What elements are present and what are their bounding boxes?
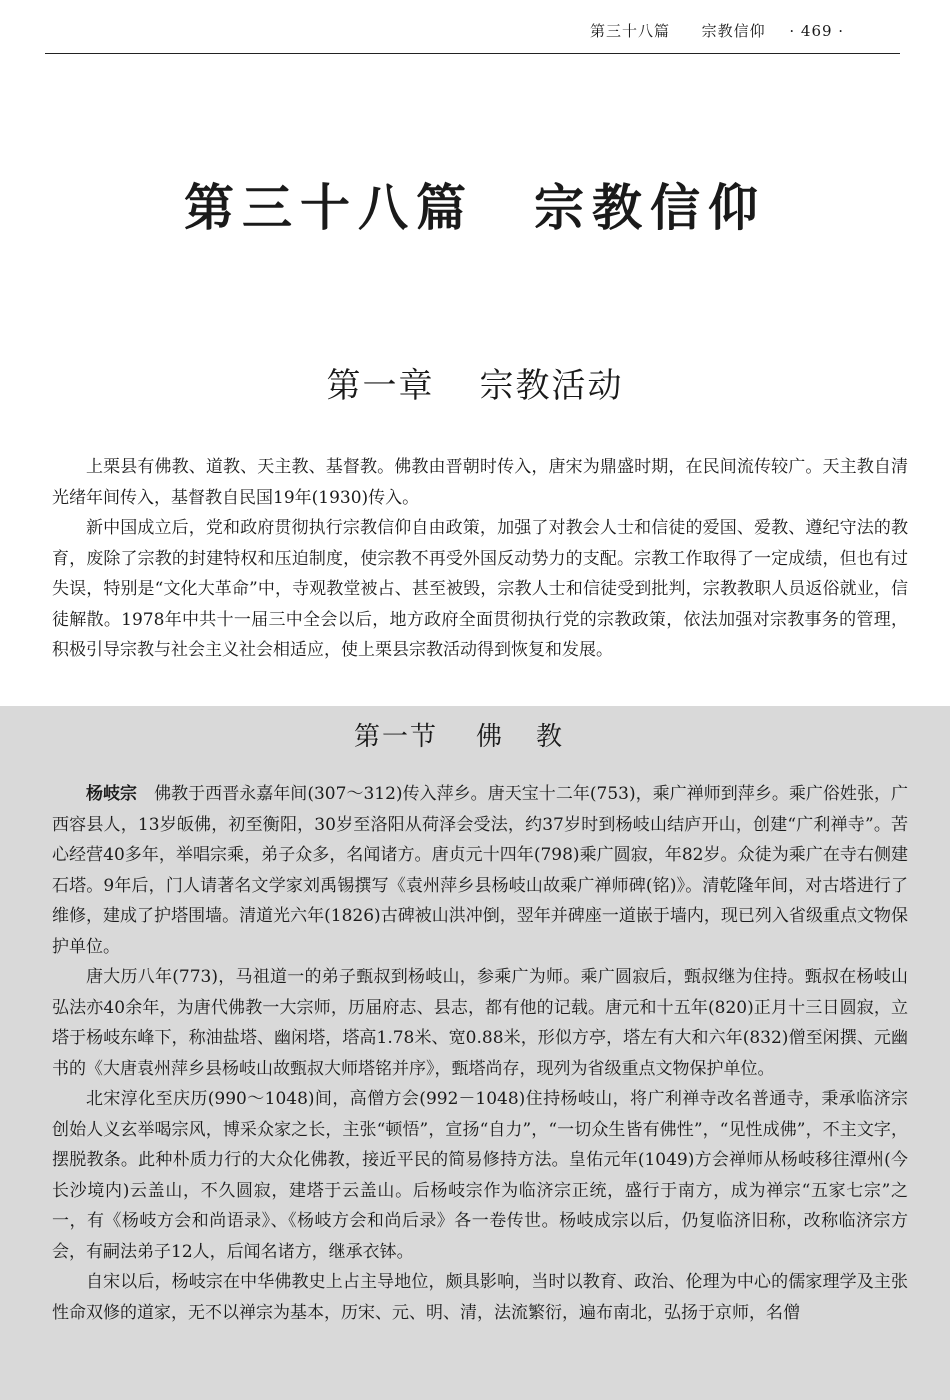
intro-paragraph: 上栗县有佛教、道教、天主教、基督教。佛教由晋朝时传入，唐宋为鼎盛时期，在民间流传较广。天主教自清光绪年间传入，基督教自民国19年(1930)传入。 (52, 457, 908, 508)
header-part-label: 第三十八篇 (590, 22, 671, 40)
section-paragraph: 自宋以后，杨岐宗在中华佛教史上占主导地位，颇具影响，当时以教育、政治、伦理为中心的儒家理学及主张性命双修的道家，无不以禅宗为基本，历宋、元、明、清，法流繁衍，遍布南北，弘扬于京师，名僧 (52, 1272, 908, 1323)
chapter-title (0, 358, 950, 407)
part-title-name: 宗教信仰 (534, 178, 766, 237)
section-paragraph: 唐大历八年(773)，马祖道一的弟子甄叔到杨岐山，参乘广为师。乘广圆寂后，甄叔继为住持。甄叔在杨岐山弘法亦40余年，为唐代佛教一大宗师，历届府志、县志，都有他的记载。唐元和十五年(820)正月十三日圆寂，立塔于杨岐东峰下，称油盐塔、幽闲塔，塔高1.78米、宽0.88米，形似方亭，塔左有大和六年(832)僧至闲撰、元幽书的《大唐袁州萍乡县杨岐山故甄叔大师塔铭并序》，甄塔尚存，现列为省级重点文物保护单位。 (52, 967, 908, 1079)
running-header (590, 20, 844, 41)
section-text (52, 779, 908, 1328)
header-rule (45, 53, 900, 54)
section-paragraph-text: 佛教于西晋永嘉年间(307～312)传入萍乡。唐天宝十二年(753)，乘广禅师到萍乡。乘广俗姓张，广西容县人，13岁皈佛，初至衡阳，30岁至洛阳从荷泽会受法，约37岁时到杨岐山结庐开山，创建“广利禅寺”。苦心经营40多年，举唱宗乘，弟子众多，名闻诸方。唐贞元十四年(798)乘广圆寂，年82岁。众徒为乘广在寺右侧建石塔。9年后，门人请著名文学家刘禹锡撰写《袁州萍乡县杨岐山故乘广禅师碑(铭)》。清乾隆年间，对古塔进行了维修，建成了护塔围墙。清道光六年(1826)古碑被山洪冲倒，翌年并碑座一道嵌于墙内，现已列入省级重点文物保护单位。 (52, 784, 909, 957)
chapter-name: 宗教活动 (479, 366, 624, 406)
section-number: 第一节 (353, 722, 438, 752)
part-title (0, 168, 950, 240)
intro-paragraph: 新中国成立后，党和政府贯彻执行宗教信仰自由政策，加强了对教会人士和信徒的爱国、爱教、遵纪守法的教育，废除了宗教的封建特权和压迫制度，使宗教不再受外国反动势力的支配。宗教工作取得了一定成绩，但也有过失误，特别是“文化大革命”中，寺观教堂被占、甚至被毁，宗教人士和信徒受到批判，宗教教职人员返俗就业，信徒解散。1978年中共十一届三中全会以后，地方政府全面贯彻执行党的宗教政策，依法加强对宗教事务的管理，积极引导宗教与社会主义社会相适应，使上栗县宗教活动得到恢复和发展。 (52, 518, 908, 660)
intro-text (52, 452, 908, 666)
page-number: · 469 · (789, 22, 845, 40)
section-paragraph: 北宋淳化至庆历(990～1048)间，高僧方会(992－1048)住持杨岐山，将广利禅寺改名普通寺，秉承临济宗创始人义玄举喝宗风，博采众家之长，主张“顿悟”，宣扬“自力”，“一切众生皆有佛性”，“见性成佛”，不主文字，摆脱教条。此种朴质力行的大众化佛教，接近平民的简易修持方法。皇佑元年(1049)方会禅师从杨岐移往潭州(今长沙境内)云盖山，不久圆寂，建塔于云盖山。后杨岐宗作为临济宗正统，盛行于南方，成为禅宗“五家七宗”之一，有《杨岐方会和尚语录》、《杨岐方会和尚后录》各一卷传世。杨岐成宗以后，仍复临济旧称，改称临济宗方会，有嗣法弟子12人，后闻名诸方，继承衣钵。 (52, 1089, 908, 1262)
header-part-name: 宗教信仰 (701, 22, 766, 40)
part-title-number: 第三十八篇 (184, 178, 474, 237)
section-paragraph (52, 779, 908, 962)
chapter-number: 第一章 (326, 366, 435, 406)
section-name: 佛教 (476, 722, 597, 752)
section-title (0, 716, 950, 753)
section-term: 杨岐宗 (86, 784, 138, 804)
